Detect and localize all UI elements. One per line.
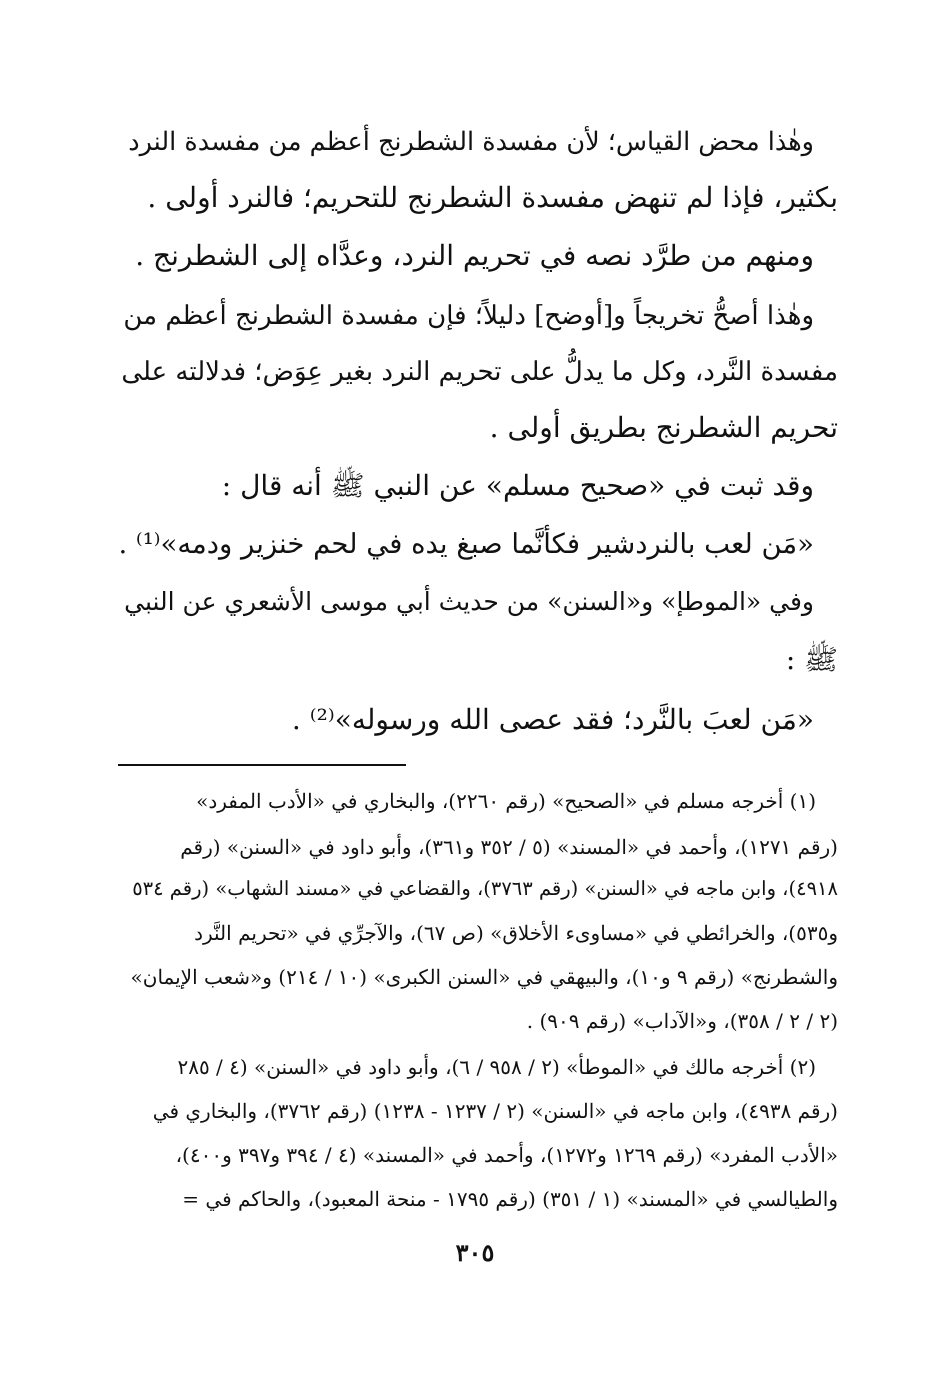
footnote-1-line-3: ٤٩١٨)، وابن ماجه في «السنن» (رقم ٣٧٦٣)، والقضاعي في «مسند الشهاب» (رقم ٥٣٤: [132, 877, 838, 900]
body-line-10: ﷺ :: [785, 643, 838, 676]
footnote-1-line-1: (١) أخرجه مسلم في «الصحيح» (رقم ٢٢٦٠)، والبخاري في «الأدب المفرد»: [196, 789, 816, 813]
footnote-2-line-4: والطيالسي في «المسند» (١ / ٣٥١) (رقم ١٧٩٥ - منحة المعبود)، والحاكم في =: [182, 1187, 838, 1211]
hadith-quote-2: «مَن لعبَ بالنَّرد؛ فقد عصى الله ورسوله»⁽²⁾ .: [291, 703, 814, 736]
footnote-2-line-2: (رقم ٤٩٣٨)، وابن ماجه في «السنن» (٢ / ١٢٣٧ - ١٢٣٨) (رقم ٣٧٦٢)، والبخاري في: [152, 1099, 838, 1123]
body-line-2: بكثير، فإذا لم تنهض مفسدة الشطرنج للتحريم؛ فالنرد أولى .: [147, 181, 838, 214]
footnote-2-line-1: (٢) أخرجه مالك في «الموطأ» (٢ / ٩٥٨ / ٦)، وأبو داود في «السنن» (٤ / ٢٨٥: [177, 1055, 816, 1079]
footnote-1-line-4: و٥٣٥)، والخرائطي في «مساوىء الأخلاق» (ص ٦٧)، والآجرِّي في «تحريم النَّرد: [194, 921, 838, 945]
footnote-2-line-3: «الأدب المفرد» (رقم ١٢٦٩ و١٢٧٢)، وأحمد في «المسند» (٤ / ٣٩٤ و٣٩٧ و٤٠٠)،: [175, 1143, 838, 1167]
body-line-6: تحريم الشطرنج بطريق أولى .: [489, 411, 838, 444]
footnote-1-line-2: (رقم ١٢٧١)، وأحمد في «المسند» (٥ / ٣٥٢ و٣٦١)، وأبو داود في «السنن» (رقم: [180, 835, 838, 859]
body-line-7: وقد ثبت في «صحيح مسلم» عن النبي ﷺ أنه قال :: [221, 469, 814, 502]
body-line-5: مفسدة النَّرد، وكل ما يدلُّ على تحريم النرد بغير عِوَض؛ فدلالته على: [121, 357, 838, 387]
footnote-1-line-5: والشطرنج» (رقم ٩ و١٠)، والبيهقي في «السنن الكبرى» (١٠ / ٢١٤) و«شعب الإيمان»: [130, 965, 838, 989]
body-line-9: وفي «الموطإ» و«السنن» من حديث أبي موسى الأشعري عن النبي: [124, 587, 814, 616]
body-line-1: وهٰذا محض القياس؛ لأن مفسدة الشطرنج أعظم من مفسدة النرد: [128, 127, 814, 157]
body-line-4: وهٰذا أصحُّ تخريجاً و[أوضح] دليلاً؛ فإن مفسدة الشطرنج أعظم من: [123, 301, 814, 331]
body-line-3: ومنهم من طرَّد نصه في تحريم النرد، وعدَّاه إلى الشطرنج .: [135, 239, 814, 272]
footnote-1-line-6: (٢ / ٢ / ٣٥٨)، و«الآداب» (رقم ٩٠٩) .: [526, 1009, 838, 1033]
footnote-separator: [118, 764, 406, 766]
hadith-quote-1: «مَن لعب بالنردشير فكأنَّما صبغ يده في لحم خنزير ودمه»⁽¹⁾ .: [118, 528, 814, 560]
page-number: ٣٠٥: [455, 1238, 495, 1267]
